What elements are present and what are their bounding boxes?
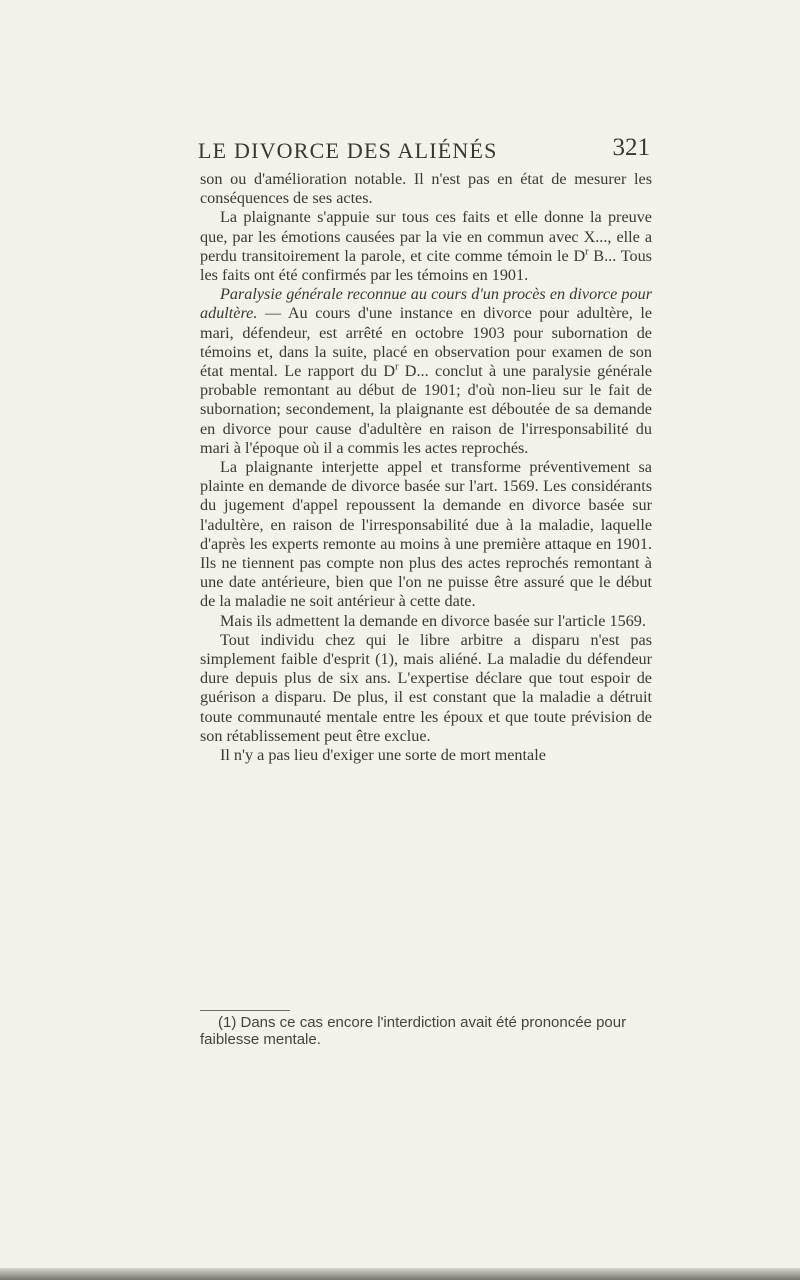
- footnote-text: (1) Dans ce cas encore l'interdiction avait été prononcée pour faiblesse mentale.: [200, 1014, 627, 1048]
- running-head: [198, 134, 650, 174]
- paragraph-7: Il n'y a pas lieu d'exiger une sorte de mort mentale: [220, 746, 546, 765]
- page-number: 321: [612, 134, 650, 161]
- paragraph-1: son ou d'amélioration notable. Il n'est pas en état de mesurer les conséquences de ses actes.: [200, 170, 652, 208]
- paragraph-3-text-a: — Au cours d'une instance en divorce pour adultère, le mari, défendeur, est arrêté en octobre 1903 pour subornation de témoins et, dans la suite, placé en observation pour examen de son état mental. Le rapport du D: [200, 304, 652, 381]
- paragraph-2-text-a: La plaignante s'appuie sur tous ces faits et elle donne la preuve que, par les émotions causées par la vie en commun avec X..., elle a perdu transitoirement la parole, et cite comme témoin le D: [200, 208, 652, 265]
- paragraph-4: La plaignante interjette appel et transforme préventivement sa plainte en demande de divorce basée sur l'art. 1569. Les considérants du jugement d'appel repoussent la demande en divorce basée sur l'adultère, en raison de l'irresponsabilité due à la maladie, laquelle d'après les experts remonte au moins à une première attaque en 1901. Ils ne tiennent pas compte non plus des actes reprochés remontant à une date antérieure, bien que l'on ne puisse être assuré que le début de la maladie ne soit antérieur à cette date.: [200, 458, 652, 611]
- body-text: [200, 170, 652, 765]
- paragraph-2-text-b: B... Tous les faits ont été confirmés par les témoins en 1901.: [200, 246, 652, 285]
- footnote-rule: [200, 1010, 290, 1011]
- paragraph-3-text-b: D... conclut à une paralysie générale probable remontant au début de 1901; d'où non-lieu sur le fait de subornation; secondement, la plaignante est déboutée de sa demande en divorce pour cause d'adultère en raison de l'irresponsabilité du mari à l'époque où il a commis les actes reprochés.: [200, 362, 652, 457]
- paragraph-5: Mais ils admettent la demande en divorce basée sur l'article 1569.: [220, 611, 646, 630]
- footnote: [200, 1014, 652, 1048]
- paragraph-2: [200, 208, 652, 285]
- running-title: LE DIVORCE DES ALIÉNÉS: [198, 138, 498, 163]
- doctor-abbrev-sup: r: [585, 246, 589, 258]
- page-bottom-edge: [0, 1268, 800, 1280]
- paragraph-6: Tout individu chez qui le libre arbitre a disparu n'est pas simplement faible d'esprit (1), mais aliéné. La maladie du défendeur dure depuis plus de six ans. L'expertise déclare que tout espoir de guérison a disparu. De plus, il est constant que la maladie a détruit toute communauté mentale entre les époux et que toute prévision de son rétablissement peut être exclue.: [200, 630, 652, 745]
- paragraph-3: [200, 285, 652, 458]
- doctor-abbrev-sup-2: r: [395, 361, 399, 373]
- section-heading-italic: Paralysie générale reconnue au cours d'un procès en divorce pour adultère.: [200, 285, 652, 323]
